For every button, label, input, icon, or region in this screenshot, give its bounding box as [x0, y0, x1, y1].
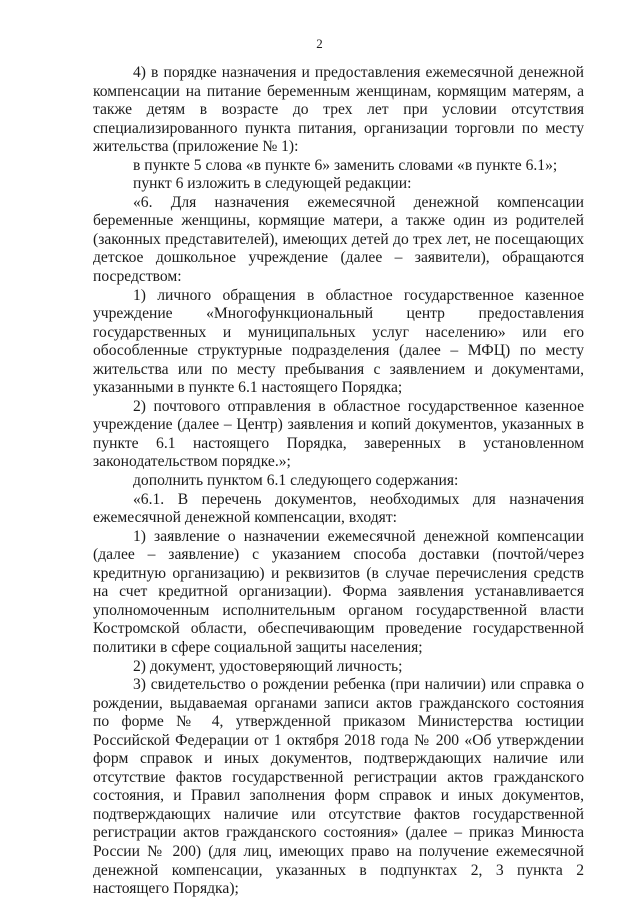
paragraph-subpoint-2: 2) почтового отправления в областное государственное казенное учреждение (далее – Центр) заявления и копий документов, указанных в пункте 6.1 настоящего Порядка, заверенных в установленном законодательством порядке.»; — [93, 397, 584, 471]
paragraph-point-6-text: «6. Для назначения ежемесячной денежной компенсации беременные женщины, кормящие матери, а также один из родителей (законных представителей), имеющих детей до трех лет, не посещающих детское дошкольное учреждение (далее – заявители), обращаются посредством: — [93, 193, 584, 286]
document-body — [93, 64, 584, 899]
page-number: 2 — [316, 36, 323, 51]
paragraph-document-3: 3) свидетельство о рождении ребенка (при наличии) или справка о рождении, выдаваемая органами записи актов гражданского состояния по форме № 4, утвержденной приказом Министерства юстиции Российской Федерации от 1 октября 2018 года № 200 «Об утверждении форм справок и иных документов, подтверждающих наличие или отсутствие фактов государственной регистрации актов гражданского состояния, и Правил заполнения форм справок и иных документов, подтверждающих наличие или отсутствие фактов государственной регистрации актов гражданского состояния» (далее – приказ Минюста России № 200) (для лиц, имеющих право на получение ежемесячной денежной компенсации, указанных в подпунктах 2, 3 пункта 2 настоящего Порядка); — [93, 676, 584, 898]
paragraph-amend-point-5: в пункте 5 слова «в пункте 6» заменить словами «в пункте 6.1»; — [133, 156, 558, 174]
paragraph-point-6-intro: пункт 6 изложить в следующей редакции: — [133, 175, 412, 193]
paragraph-point-6-1-text: «6.1. В перечень документов, необходимых для назначения ежемесячной денежной компенсации, входят: — [93, 490, 584, 527]
paragraph-document-1: 1) заявление о назначении ежемесячной денежной компенсации (далее – заявление) с указанием способа доставки (почтой/через кредитную организацию) и реквизитов (в случае перечисления средств на счет кредитной организации). Форма заявления устанавливается уполномоченным исполнительным органом государственной власти Костромской области, обеспечивающим проведение государственной политики в сфере социальной защиты населения; — [93, 527, 584, 656]
paragraph-add-point-6-1: дополнить пунктом 6.1 следующего содержания: — [133, 472, 459, 490]
paragraph-subpoint-1: 1) личного обращения в областное государственное казенное учреждение «Многофункциональный центр предоставления государственных и муниципальных услуг населению» или его обособленные структурные подразделения (далее – МФЦ) по месту жительства или по месту пребывания с заявлением и документами, указанными в пункте 6.1 настоящего Порядка; — [93, 286, 584, 397]
paragraph-document-2: 2) документ, удостоверяющий личность; — [133, 657, 403, 675]
paragraph-item-4: 4) в порядке назначения и предоставления ежемесячной денежной компенсации на питание беременным женщинам, кормящим матерям, а также детям в возрасте до трех лет при условии отсутствия специализированного пункта питания, организации торговли по месту жительства (приложение № 1): — [93, 64, 584, 156]
